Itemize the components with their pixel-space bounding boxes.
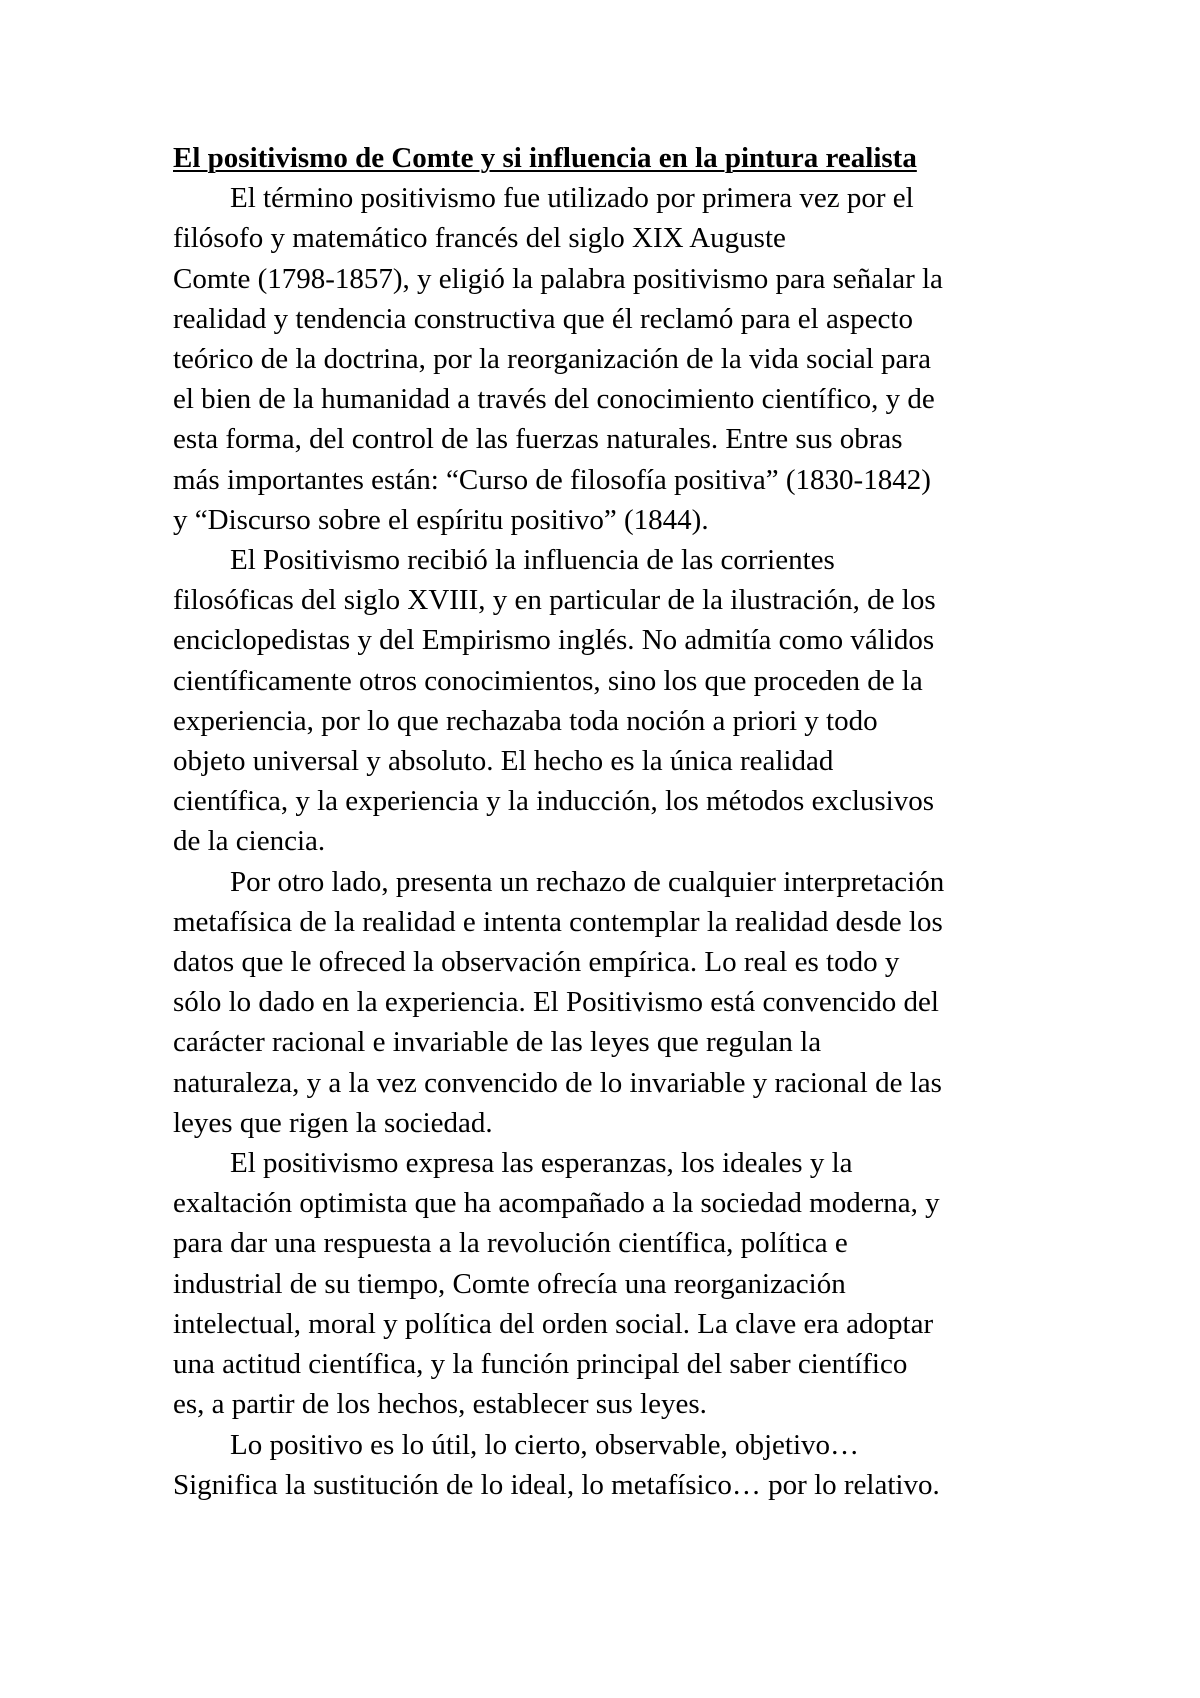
paragraph-line: intelectual, moral y política del orden social. La clave era adoptar xyxy=(173,1307,934,1340)
paragraph-line: teórico de la doctrina, por la reorganización de la vida social para xyxy=(173,343,931,376)
paragraph-line: metafísica de la realidad e intenta contemplar la realidad desde los xyxy=(173,905,943,938)
paragraph-line: el bien de la humanidad a través del conocimiento científico, y de xyxy=(173,383,935,416)
paragraph-line: carácter racional e invariable de las leyes que regulan la xyxy=(173,1026,822,1059)
paragraph-line: enciclopedistas y del Empirismo inglés. No admitía como válidos xyxy=(173,624,935,657)
paragraph-line: filosóficas del siglo XVIII, y en particular de la ilustración, de los xyxy=(173,584,936,617)
paragraph-line: para dar una respuesta a la revolución científica, política e xyxy=(173,1227,848,1260)
paragraph-line: Significa la sustitución de lo ideal, lo metafísico… por lo relativo. xyxy=(173,1468,940,1501)
paragraph-first-line: El Positivismo recibió la influencia de las corrientes xyxy=(230,544,835,577)
paragraph-line: naturaleza, y a la vez convencido de lo invariable y racional de las xyxy=(173,1066,942,1099)
paragraph-line: objeto universal y absoluto. El hecho es la única realidad xyxy=(173,745,834,778)
paragraph-line: filósofo y matemático francés del siglo XIX Auguste xyxy=(173,222,786,255)
paragraph-line: y “Discurso sobre el espíritu positivo” (1844). xyxy=(173,503,709,536)
paragraph-first-line: El término positivismo fue utilizado por primera vez por el xyxy=(230,182,914,215)
paragraph-line: es, a partir de los hechos, establecer sus leyes. xyxy=(173,1388,707,1421)
paragraph-line: Comte (1798-1857), y eligió la palabra positivismo para señalar la xyxy=(173,262,943,295)
paragraph-line: de la ciencia. xyxy=(173,825,326,858)
paragraph-line: una actitud científica, y la función principal del saber científico xyxy=(173,1348,908,1381)
paragraph-line: científicamente otros conocimientos, sino los que proceden de la xyxy=(173,664,923,697)
paragraph-line: esta forma, del control de las fuerzas naturales. Entre sus obras xyxy=(173,423,903,456)
paragraph-first-line: El positivismo expresa las esperanzas, los ideales y la xyxy=(230,1147,853,1180)
paragraph-line: leyes que rigen la sociedad. xyxy=(173,1106,493,1139)
paragraph-line: sólo lo dado en la experiencia. El Positivismo está convencido del xyxy=(173,986,939,1019)
paragraph-list xyxy=(173,178,1053,1505)
paragraph-line: experiencia, por lo que rechazaba toda noción a priori y todo xyxy=(173,704,878,737)
paragraph-first-line: Lo positivo es lo útil, lo cierto, observable, objetivo… xyxy=(230,1428,860,1461)
paragraph-line: datos que le ofreced la observación empírica. Lo real es todo y xyxy=(173,946,900,979)
paragraph xyxy=(173,862,1053,1143)
paragraph-first-line: Por otro lado, presenta un rechazo de cualquier interpretación xyxy=(230,865,945,898)
paragraph xyxy=(173,1425,1053,1505)
paragraph xyxy=(173,178,1053,540)
paragraph-line: más importantes están: “Curso de filosofía positiva” (1830-1842) xyxy=(173,463,931,496)
paragraph xyxy=(173,1143,1053,1424)
paragraph-line: industrial de su tiempo, Comte ofrecía una reorganización xyxy=(173,1267,846,1300)
paragraph xyxy=(173,540,1053,862)
paragraph-line: realidad y tendencia constructiva que él reclamó para el aspecto xyxy=(173,302,913,335)
document-body xyxy=(173,138,1053,1505)
paragraph-line: científica, y la experiencia y la inducción, los métodos exclusivos xyxy=(173,785,935,818)
document-title: El positivismo de Comte y si influencia en la pintura realista xyxy=(173,142,917,174)
paragraph-line: exaltación optimista que ha acompañado a la sociedad moderna, y xyxy=(173,1187,940,1220)
